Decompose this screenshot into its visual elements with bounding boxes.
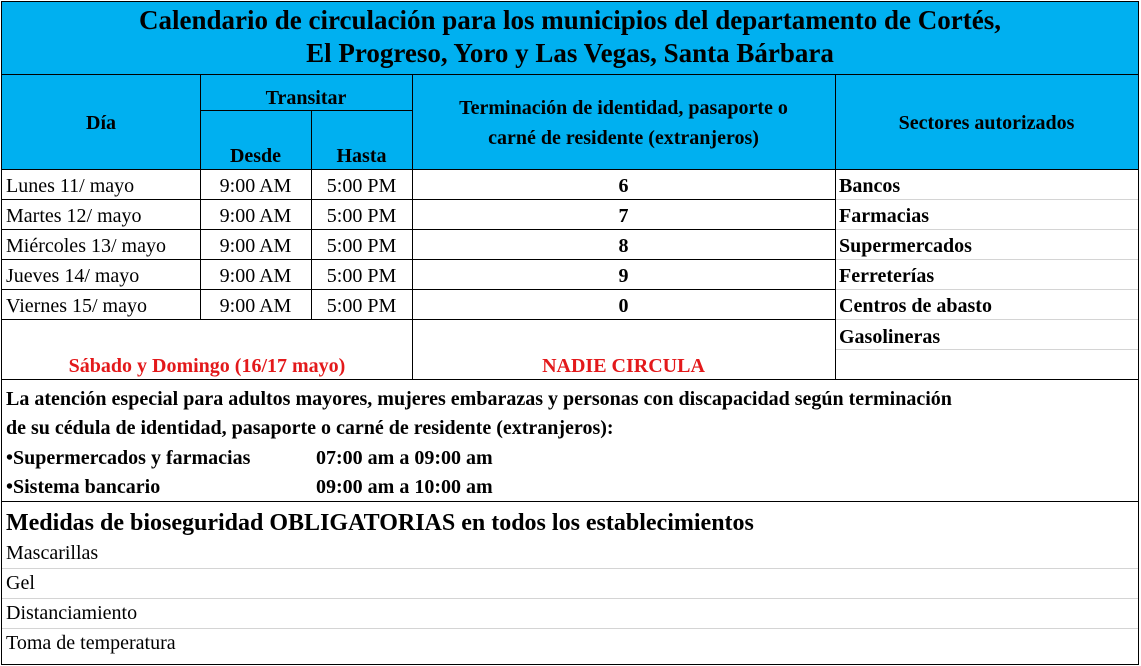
header-desde: Desde [229,145,282,167]
page-title [2,4,1138,70]
row-2-terminacion: 7 [618,205,629,227]
row-5-hasta: 5:00 PM [326,295,397,317]
bio-item: Gel [6,572,35,594]
border [311,110,312,320]
row-5-dia: Viernes 15/ mayo [6,295,147,317]
gridline [836,349,1138,350]
row-1-terminacion: 6 [618,175,629,197]
border [412,74,413,380]
row-3-hasta: 5:00 PM [326,235,397,257]
row-3-desde: 9:00 AM [219,235,292,257]
border [1138,1,1139,665]
row-3-dia: Miércoles 13/ mayo [6,235,166,257]
border [835,74,836,380]
header-terminacion [412,93,835,153]
row-4-dia: Jueves 14/ mayo [6,265,140,287]
row-5-desde: 9:00 AM [219,295,292,317]
row-4-hasta: 5:00 PM [326,265,397,287]
gridline [836,319,1138,320]
gridline [836,289,1138,290]
sector-item: Centros de abasto [839,295,992,317]
gridline [2,628,1138,629]
border [1,501,1139,502]
row-1-desde: 9:00 AM [219,175,292,197]
border [200,110,412,111]
special-item-label: •Supermercados y farmacias [6,447,251,469]
bio-item: Mascarillas [6,542,99,564]
bio-item: Toma de temperatura [6,632,176,654]
special-text-line-1: La atención especial para adultos mayores, mujeres embarazas y personas con discapacidad según terminación [6,388,952,410]
border [1,289,836,290]
title-line-2: El Progreso, Yoro y Las Vegas, Santa Bárbara [306,38,834,68]
border [1,664,1139,665]
title-line-1: Calendario de circulación para los municipios del departamento de Cortés, [139,5,1001,35]
sector-item: Bancos [839,175,901,197]
row-4-desde: 9:00 AM [219,265,292,287]
sector-item: Farmacias [839,205,929,227]
weekend-status: NADIE CIRCULA [542,355,705,377]
sector-item: Supermercados [839,235,972,257]
bio-heading: Medidas de bioseguridad OBLIGATORIAS en todos los establecimientos [6,510,754,536]
header-dia: Día [86,112,116,134]
special-item-time: 07:00 am a 09:00 am [316,447,493,469]
special-item-time: 09:00 am a 10:00 am [316,476,493,498]
border [1,1,1139,2]
header-transitar: Transitar [265,87,347,109]
header-sectores: Sectores autorizados [898,112,1075,134]
sector-item: Gasolineras [839,326,941,348]
gridline [836,199,1138,200]
special-item-label: •Sistema bancario [6,476,161,498]
border [1,319,836,320]
row-3-terminacion: 8 [618,235,629,257]
gridline [2,568,1138,569]
border [1,1,2,665]
gridline [2,598,1138,599]
sector-item: Ferreterías [839,265,935,287]
header-hasta: Hasta [336,145,387,167]
border [200,74,201,320]
border [1,199,836,200]
row-2-hasta: 5:00 PM [326,205,397,227]
row-5-terminacion: 0 [618,295,629,317]
bio-item: Distanciamiento [6,602,138,624]
border [1,169,1139,170]
weekend-label: Sábado y Domingo (16/17 mayo) [68,355,346,377]
special-text-line-2: de su cédula de identidad, pasaporte o carné de residente (extranjeros): [6,417,614,439]
border [1,74,1139,75]
gridline [836,259,1138,260]
header-terminacion-line-1: Terminación de identidad, pasaporte o [459,97,788,119]
border [1,229,836,230]
border [1,379,1139,380]
gridline [836,229,1138,230]
border [1,259,836,260]
row-2-dia: Martes 12/ mayo [6,205,142,227]
row-4-terminacion: 9 [618,265,629,287]
row-1-hasta: 5:00 PM [326,175,397,197]
header-terminacion-line-2: carné de residente (extranjeros) [488,127,759,149]
row-2-desde: 9:00 AM [219,205,292,227]
row-1-dia: Lunes 11/ mayo [6,175,135,197]
